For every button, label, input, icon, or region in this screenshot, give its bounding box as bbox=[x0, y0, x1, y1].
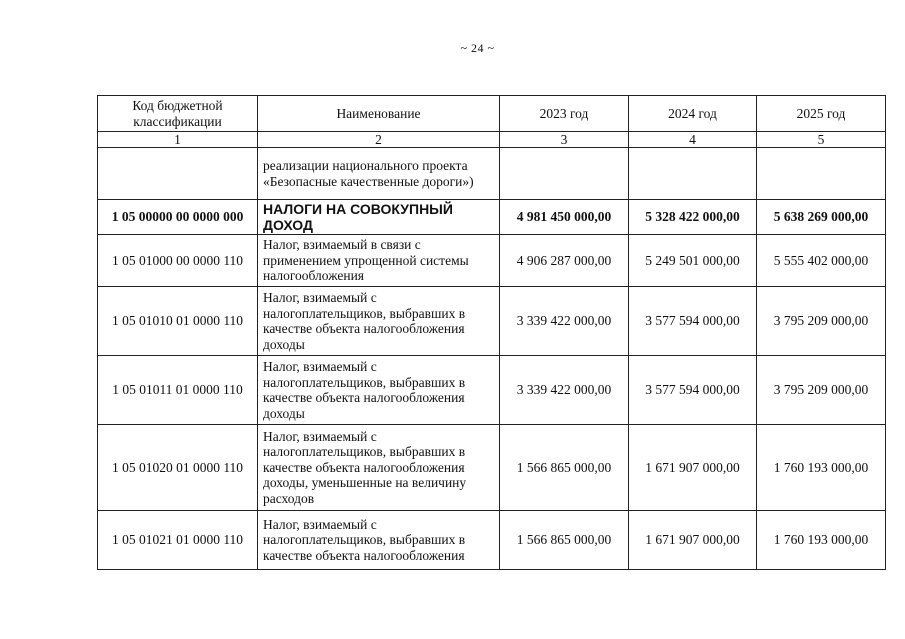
item-name: Налог, взимаемый с налогоплательщиков, выбравших в качестве объекта налогообложения bbox=[258, 511, 500, 570]
value-2024: 5 249 501 000,00 bbox=[629, 235, 757, 287]
value-2024: 5 328 422 000,00 bbox=[629, 200, 757, 235]
value-2023: 4 981 450 000,00 bbox=[500, 200, 629, 235]
column-number: 2 bbox=[258, 132, 500, 148]
table-row bbox=[98, 148, 886, 200]
header-code: Код бюджетной классификации bbox=[98, 96, 258, 132]
value-2025: 3 795 209 000,00 bbox=[757, 356, 886, 425]
table-row bbox=[98, 200, 886, 235]
item-name: Налог, взимаемый с налогоплательщиков, выбравших в качестве объекта налогообложения доходы, уменьшенные на величину расходов bbox=[258, 425, 500, 511]
header-2023: 2023 год bbox=[500, 96, 629, 132]
value-2023 bbox=[500, 148, 629, 200]
item-name: НАЛОГИ НА СОВОКУПНЫЙ ДОХОД bbox=[258, 200, 500, 235]
value-2025: 5 555 402 000,00 bbox=[757, 235, 886, 287]
budget-code: 1 05 01020 01 0000 110 bbox=[98, 425, 258, 511]
value-2023: 1 566 865 000,00 bbox=[500, 511, 629, 570]
table-row bbox=[98, 425, 886, 511]
item-name: Налог, взимаемый с налогоплательщиков, выбравших в качестве объекта налогообложения доходы bbox=[258, 356, 500, 425]
item-name: реализации национального проекта «Безопасные качественные дороги») bbox=[258, 148, 500, 200]
value-2025: 5 638 269 000,00 bbox=[757, 200, 886, 235]
value-2025: 1 760 193 000,00 bbox=[757, 425, 886, 511]
budget-code: 1 05 01021 01 0000 110 bbox=[98, 511, 258, 570]
header-2025: 2025 год bbox=[757, 96, 886, 132]
column-number: 5 bbox=[757, 132, 886, 148]
value-2023: 3 339 422 000,00 bbox=[500, 356, 629, 425]
budget-code bbox=[98, 148, 258, 200]
column-number: 3 bbox=[500, 132, 629, 148]
header-2024: 2024 год bbox=[629, 96, 757, 132]
table-row bbox=[98, 287, 886, 356]
value-2024: 1 671 907 000,00 bbox=[629, 425, 757, 511]
page-number: ~ 24 ~ bbox=[460, 41, 495, 55]
table-row bbox=[98, 356, 886, 425]
value-2024: 3 577 594 000,00 bbox=[629, 287, 757, 356]
column-number-row bbox=[98, 132, 886, 148]
column-number: 1 bbox=[98, 132, 258, 148]
value-2024 bbox=[629, 148, 757, 200]
header-name: Наименование bbox=[258, 96, 500, 132]
budget-code: 1 05 01000 00 0000 110 bbox=[98, 235, 258, 287]
item-name: Налог, взимаемый в связи с применением упрощенной системы налогообложения bbox=[258, 235, 500, 287]
value-2023: 1 566 865 000,00 bbox=[500, 425, 629, 511]
value-2024: 3 577 594 000,00 bbox=[629, 356, 757, 425]
budget-code: 1 05 00000 00 0000 000 bbox=[98, 200, 258, 235]
value-2025: 3 795 209 000,00 bbox=[757, 287, 886, 356]
budget-code: 1 05 01010 01 0000 110 bbox=[98, 287, 258, 356]
value-2024: 1 671 907 000,00 bbox=[629, 511, 757, 570]
value-2025 bbox=[757, 148, 886, 200]
item-name: Налог, взимаемый с налогоплательщиков, выбравших в качестве объекта налогообложения доходы bbox=[258, 287, 500, 356]
value-2025: 1 760 193 000,00 bbox=[757, 511, 886, 570]
value-2023: 3 339 422 000,00 bbox=[500, 287, 629, 356]
table-header-row bbox=[98, 96, 886, 132]
budget-table bbox=[97, 95, 886, 570]
value-2023: 4 906 287 000,00 bbox=[500, 235, 629, 287]
table-row bbox=[98, 511, 886, 570]
column-number: 4 bbox=[629, 132, 757, 148]
budget-code: 1 05 01011 01 0000 110 bbox=[98, 356, 258, 425]
table-row bbox=[98, 235, 886, 287]
